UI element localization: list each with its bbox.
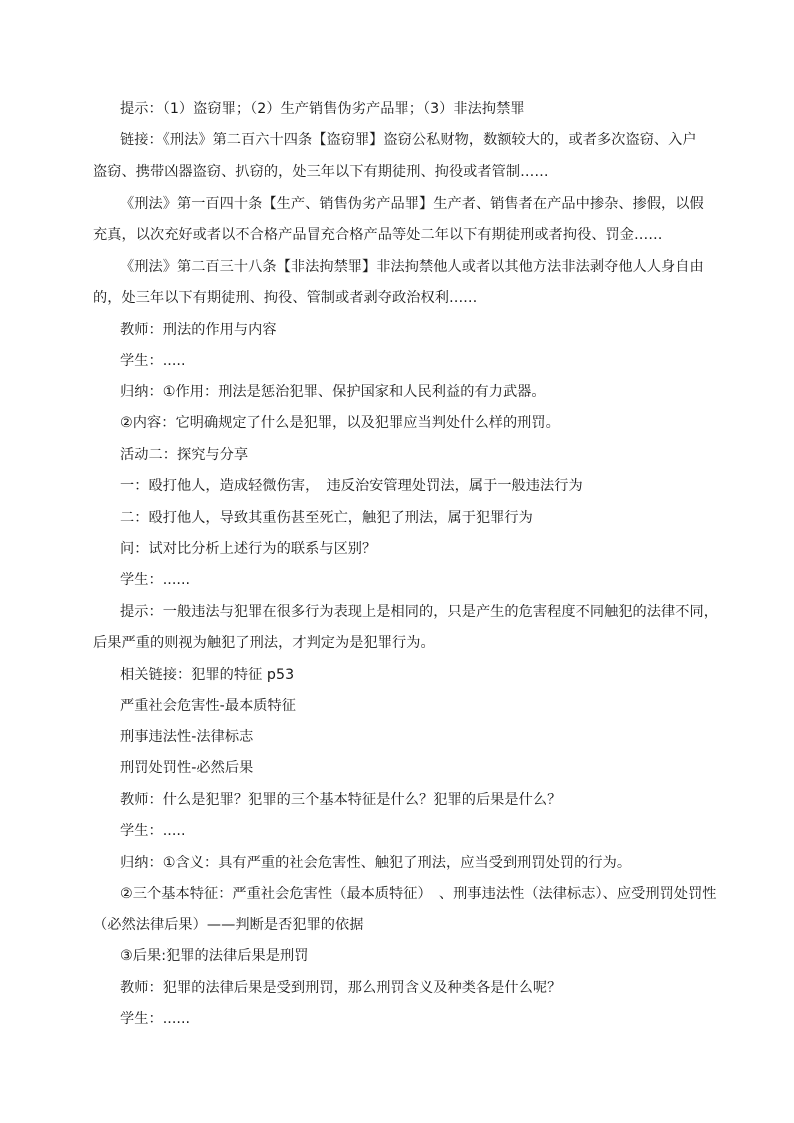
summary-content: ②内容：它明确规定了什么是犯罪，以及犯罪应当判处什么样的刑罚。	[120, 415, 560, 431]
summary-definition: 归纳：①含义：具有严重的社会危害性、触犯了刑法，应当受到刑罚处罚的行为。	[120, 855, 632, 871]
link-theft-law: 链接：《刑法》第二百六十四条【盗窃罪】盗窃公私财物，数额较大的，或者多次盗窃、入户	[120, 132, 697, 148]
summary-consequence: ③后果:犯罪的法律后果是刑罚	[120, 948, 309, 964]
related-link: 相关链接：犯罪的特征 p53	[120, 667, 295, 683]
student-reply-3: 学生：.....	[120, 823, 186, 839]
case-one: 一：殴打他人，造成轻微伤害， 违反治安管理处罚法，属于一般违法行为	[120, 478, 583, 494]
summary-three-features: ②三个基本特征：严重社会危害性（最本质特征） 、刑事违法性（法律标志）、应受刑罚处罚性	[120, 886, 717, 902]
summary-three-features-cont: （必然法律后果）——判断是否犯罪的依据	[93, 917, 364, 933]
teacher-question-3: 教师：犯罪的法律后果是受到刑罚，那么刑罚含义及种类各是什么呢？	[120, 980, 562, 996]
link-detention-law-cont: 的，处三年以下有期徒刑、拘役、管制或者剥夺政治权利……	[93, 290, 478, 306]
question: 问：试对比分析上述行为的联系与区别？	[120, 541, 377, 557]
student-reply-2: 学生：......	[120, 572, 191, 588]
feature-punishability: 刑罚处罚性-必然后果	[120, 760, 254, 776]
teacher-question-1: 教师：刑法的作用与内容	[120, 322, 277, 338]
feature-harm: 严重社会危害性-最本质特征	[120, 698, 297, 714]
link-fake-products-law-cont: 充真，以次充好或者以不合格产品冒充合格产品等处二年以下有期徒刑或者拘役、罚金……	[93, 227, 663, 243]
student-reply-4: 学生：......	[120, 1011, 191, 1027]
feature-illegality: 刑事违法性-法律标志	[120, 729, 254, 745]
case-two: 二：殴打他人，导致其重伤甚至死亡，触犯了刑法，属于犯罪行为	[120, 510, 533, 526]
hint-answers: 提示：（1）盗窃罪；（2）生产销售伪劣产品罪；（3）非法拘禁罪	[120, 101, 525, 117]
activity-two-heading: 活动二：探究与分享	[120, 447, 249, 463]
link-detention-law: 《刑法》第二百三十八条【非法拘禁罪】非法拘禁他人或者以其他方法非法剥夺他人人身自由	[120, 259, 704, 275]
student-reply-1: 学生：.....	[120, 353, 186, 369]
link-theft-law-cont: 盗窃、携带凶器盗窃、扒窃的，处三年以下有期徒刑、拘役或者管制……	[93, 164, 549, 180]
hint-comparison-cont: 后果严重的则视为触犯了刑法，才判定为是犯罪行为。	[93, 635, 435, 651]
hint-comparison: 提示：一般违法与犯罪在很多行为表现上是相同的，只是产生的危害程度不同触犯的法律不同，	[120, 604, 718, 620]
summary-role: 归纳：①作用：刑法是惩治犯罪、保护国家和人民利益的有力武器。	[120, 384, 546, 400]
link-fake-products-law: 《刑法》第一百四十条【生产、销售伪劣产品罪】生产者、销售者在产品中掺杂、掺假，以假	[120, 196, 704, 212]
teacher-question-2: 教师：什么是犯罪？犯罪的三个基本特征是什么？犯罪的后果是什么？	[120, 792, 562, 808]
